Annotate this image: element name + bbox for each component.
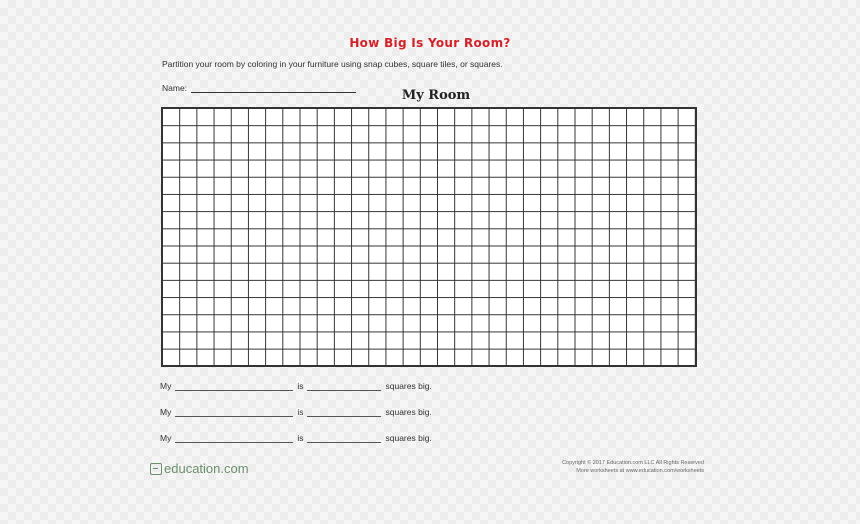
room-grid[interactable] <box>161 107 697 367</box>
copyright-line-2: More worksheets at www.education.com/worksheets <box>576 468 704 474</box>
copyright <box>520 459 704 475</box>
item-blank[interactable] <box>175 381 293 391</box>
logo-text: education.com <box>164 461 249 476</box>
sentence-middle: is <box>297 407 304 417</box>
count-blank[interactable] <box>307 433 381 443</box>
copyright-line-1: Copyright © 2017 Education.com LLC All Rights Reserved <box>562 460 704 466</box>
sentence-prefix: My <box>160 381 172 391</box>
sentence-row-1 <box>160 381 432 391</box>
sentence-row-2 <box>160 407 432 417</box>
education-logo[interactable] <box>150 461 249 476</box>
book-icon <box>150 463 162 475</box>
sentence-middle: is <box>297 381 304 391</box>
sentence-suffix: squares big. <box>385 381 432 391</box>
sentence-prefix: My <box>160 407 172 417</box>
item-blank[interactable] <box>175 433 293 443</box>
count-blank[interactable] <box>307 407 381 417</box>
sentence-row-3 <box>160 433 432 443</box>
sentence-suffix: squares big. <box>385 433 432 443</box>
name-label: Name: <box>162 83 188 93</box>
instructions-text: Partition your room by coloring in your furniture using snap cubes, square tiles, or squares. <box>162 59 503 69</box>
sentence-middle: is <box>297 433 304 443</box>
worksheet-title: How Big Is Your Room? <box>349 36 511 50</box>
count-blank[interactable] <box>307 381 381 391</box>
item-blank[interactable] <box>175 407 293 417</box>
sentence-suffix: squares big. <box>385 407 432 417</box>
grid-title: My Room <box>401 88 471 103</box>
sentence-prefix: My <box>160 433 172 443</box>
